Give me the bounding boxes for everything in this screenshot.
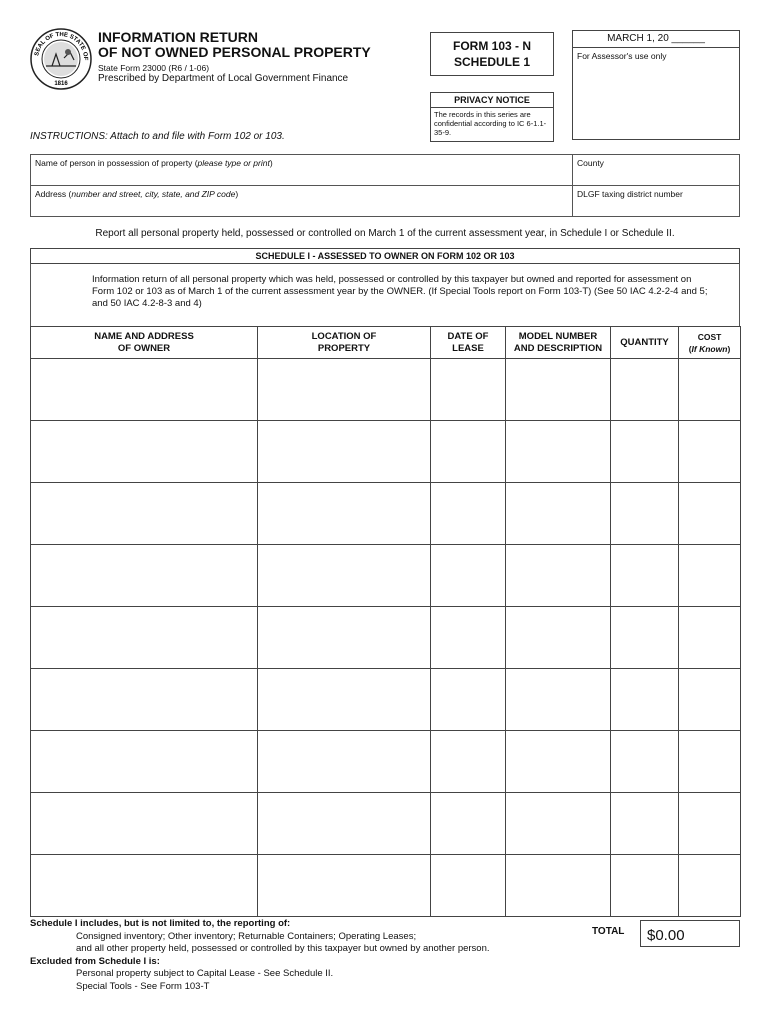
form-id-box [430, 32, 554, 76]
quantity-cell[interactable] [611, 545, 679, 607]
state-form-number: State Form 23000 (R6 / 1-06) [98, 63, 210, 73]
name-field[interactable] [30, 154, 573, 186]
owner-cell[interactable] [31, 669, 258, 731]
owner-cell[interactable] [31, 545, 258, 607]
schedule-notes [30, 918, 490, 993]
district-field[interactable] [572, 185, 740, 217]
table-header [31, 327, 741, 359]
quantity-cell[interactable] [611, 483, 679, 545]
owner-cell[interactable] [31, 793, 258, 855]
date-cell[interactable] [431, 607, 506, 669]
model-cell[interactable] [506, 669, 611, 731]
excluded-heading: Excluded from Schedule I is: [30, 955, 160, 967]
cost-cell[interactable] [679, 669, 741, 731]
location-cell[interactable] [258, 669, 431, 731]
report-instructions: Report all personal property held, possessed or controlled on March 1 of the current assessment year, in Schedule I or Schedule II. [95, 228, 675, 239]
date-cell[interactable] [431, 483, 506, 545]
includes-heading: Schedule I includes, but is not limited to, the reporting of: [30, 918, 291, 929]
cost-cell[interactable] [679, 855, 741, 917]
includes-line-1: Consigned inventory; Other inventory; Returnable Containers; Operating Leases; [76, 930, 417, 942]
cost-cell[interactable] [679, 793, 741, 855]
date-cell[interactable] [431, 545, 506, 607]
total-value[interactable]: $0.00 [640, 920, 740, 947]
model-cell[interactable] [506, 483, 611, 545]
date-cell[interactable] [431, 855, 506, 917]
name-label: Name of person in possession of property (please type or print) [35, 158, 273, 168]
date-cell[interactable] [431, 359, 506, 421]
address-label: Address (number and street, city, state, and ZIP code) [35, 189, 239, 199]
address-field[interactable] [30, 185, 573, 217]
owner-cell[interactable] [31, 359, 258, 421]
table-row [31, 359, 741, 421]
quantity-cell[interactable] [611, 669, 679, 731]
schedule-heading: SCHEDULE I - ASSESSED TO OWNER ON FORM 102 OR 103 [30, 248, 740, 264]
privacy-body: The records in this series are confidential according to IC 6-1.1-35-9. [434, 110, 547, 137]
table-row [31, 731, 741, 793]
location-cell[interactable] [258, 421, 431, 483]
quantity-cell[interactable] [611, 421, 679, 483]
cost-cell[interactable] [679, 359, 741, 421]
col-model-header: MODEL NUMBER AND DESCRIPTION [506, 327, 611, 359]
county-label: County [577, 158, 604, 168]
excluded-line-1: Personal property subject to Capital Lease - See Schedule II. [76, 968, 334, 979]
title-line-2: OF NOT OWNED PERSONAL PROPERTY [98, 44, 371, 60]
owner-cell[interactable] [31, 731, 258, 793]
form-title [98, 30, 371, 60]
table-row [31, 483, 741, 545]
table-row [31, 421, 741, 483]
schedule-info: Information return of all personal property which was held, possessed or controlled by this taxpayer but owned and reported for assessment on Form 102 or 103 as of March 1 of the current assessment year by the OWNER. (If Special Tools report on Form 103-T) (See 50 IAC 4.2-2-4 and 5; and 50 IAC 4.2-8-3 and 4) [92, 274, 708, 309]
schedule-number: SCHEDULE 1 [453, 55, 530, 69]
model-cell[interactable] [506, 421, 611, 483]
quantity-cell[interactable] [611, 855, 679, 917]
assessment-date: MARCH 1, 20 ______ [573, 31, 739, 48]
table-row [31, 793, 741, 855]
col-date-header: DATE OF LEASE [431, 327, 506, 359]
owner-cell[interactable] [31, 607, 258, 669]
date-cell[interactable] [431, 669, 506, 731]
model-cell[interactable] [506, 855, 611, 917]
form-number: FORM 103 - N [452, 39, 531, 53]
assessor-box [572, 30, 740, 140]
cost-cell[interactable] [679, 483, 741, 545]
model-cell[interactable] [506, 545, 611, 607]
privacy-notice [430, 92, 554, 142]
col-location-header: LOCATION OF PROPERTY [258, 327, 431, 359]
table-row [31, 669, 741, 731]
state-seal [30, 28, 92, 90]
location-cell[interactable] [258, 545, 431, 607]
svg-text:1816: 1816 [54, 81, 68, 87]
model-cell[interactable] [506, 731, 611, 793]
excluded-line-2: Special Tools - See Form 103-T [76, 980, 210, 992]
col-quantity-header: QUANTITY [611, 327, 679, 359]
owner-cell[interactable] [31, 421, 258, 483]
privacy-heading: PRIVACY NOTICE [431, 93, 553, 108]
includes-line-2: and all other property held, possessed or controlled by this taxpayer but owned by another person. [76, 943, 490, 954]
owner-cell[interactable] [31, 483, 258, 545]
date-cell[interactable] [431, 421, 506, 483]
location-cell[interactable] [258, 793, 431, 855]
cost-cell[interactable] [679, 421, 741, 483]
prescribed-by: Prescribed by Department of Local Government Finance [98, 73, 349, 84]
col-cost-header: COST (If Known) [679, 327, 741, 359]
total-label: TOTAL [592, 926, 625, 937]
quantity-cell[interactable] [611, 359, 679, 421]
district-label: DLGF taxing district number [577, 189, 683, 199]
owner-cell[interactable] [31, 855, 258, 917]
model-cell[interactable] [506, 793, 611, 855]
assessor-note: For Assessor's use only [577, 51, 667, 61]
date-cell[interactable] [431, 731, 506, 793]
quantity-cell[interactable] [611, 731, 679, 793]
location-cell[interactable] [258, 731, 431, 793]
cost-cell[interactable] [679, 731, 741, 793]
cost-cell[interactable] [679, 607, 741, 669]
title-line-1: INFORMATION RETURN [98, 29, 258, 45]
col-owner-header: NAME AND ADDRESS OF OWNER [31, 327, 258, 359]
location-cell[interactable] [258, 359, 431, 421]
quantity-cell[interactable] [611, 793, 679, 855]
cost-cell[interactable] [679, 545, 741, 607]
quantity-cell[interactable] [611, 607, 679, 669]
location-cell[interactable] [258, 855, 431, 917]
location-cell[interactable] [258, 483, 431, 545]
svg-text:SEAL OF THE STATE OF INDIANA: SEAL OF THE STATE OF [34, 31, 89, 61]
model-cell[interactable] [506, 607, 611, 669]
model-cell[interactable] [506, 359, 611, 421]
property-table [30, 326, 741, 917]
date-cell[interactable] [431, 793, 506, 855]
instructions: INSTRUCTIONS: Attach to and file with Form 102 or 103. [30, 131, 285, 142]
location-cell[interactable] [258, 607, 431, 669]
table-row [31, 545, 741, 607]
table-row [31, 607, 741, 669]
county-field[interactable] [572, 154, 740, 186]
table-row [31, 855, 741, 917]
